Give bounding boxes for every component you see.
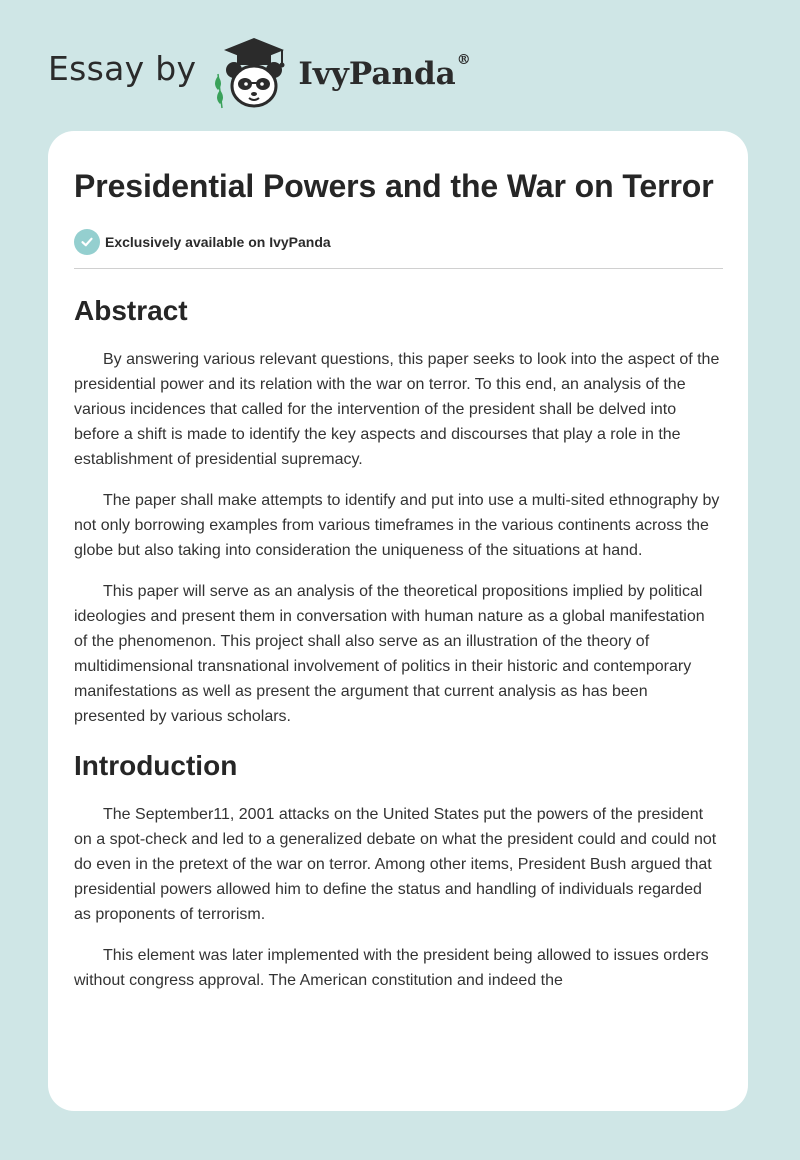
site-header — [48, 32, 548, 112]
abstract-paragraph: The paper shall make attempts to identify and put into use a multi-sited ethnography by not only borrowing examples from various timeframes in the various continents across the globe but also taking into consideration the uniqueness of the situations at hand. — [74, 492, 720, 559]
brand-name[interactable]: IvyPanda® — [298, 52, 471, 92]
article-card — [48, 131, 748, 1111]
introduction-section — [74, 802, 722, 993]
ivypanda-logo-icon[interactable] — [204, 32, 300, 112]
check-icon — [74, 229, 100, 255]
abstract-paragraph: This paper will serve as an analysis of the theoretical propositions implied by political ideologies and present them in conversation with human nature as a global manifestation of the phenomenon. This project shall also serve as an illustration of the theory of multidimensional transnational involvement of politics in their historic and contemporary manifestations as well as present the argument that current analysis as has been presented by various scholars. — [74, 583, 705, 725]
exclusive-badge — [74, 229, 722, 255]
introduction-paragraph: The September11, 2001 attacks on the United States put the powers of the president on a spot-check and led to a generalized debate on what the president could and could not do even in the pretext of the war on terror. Among other items, President Bush argued that presidential powers allowed him to define the status and handling of individuals regarded as proponents of terrorism. — [74, 806, 717, 923]
abstract-heading: Abstract — [74, 295, 188, 326]
title-divider — [74, 268, 723, 269]
registered-mark: ® — [456, 52, 471, 68]
abstract-paragraph: By answering various relevant questions, this paper seeks to look into the aspect of the presidential power and its relation with the war on terror. To this end, an analysis of the various incidences that called for the intervention of the president shall be delved into before a shift is made to identify the key aspects and discourses that play a role in the establishment of presidential supremacy. — [74, 351, 720, 468]
introduction-heading: Introduction — [74, 750, 238, 781]
introduction-paragraph: This element was later implemented with the president being allowed to issues orders without congress approval. The American constitution and indeed the — [74, 947, 709, 989]
essay-by-label: Essay by — [48, 48, 197, 88]
abstract-section — [74, 347, 722, 729]
exclusive-badge-label: Exclusively available on IvyPanda — [105, 234, 331, 250]
article-title: Presidential Powers and the War on Terror — [74, 168, 714, 204]
